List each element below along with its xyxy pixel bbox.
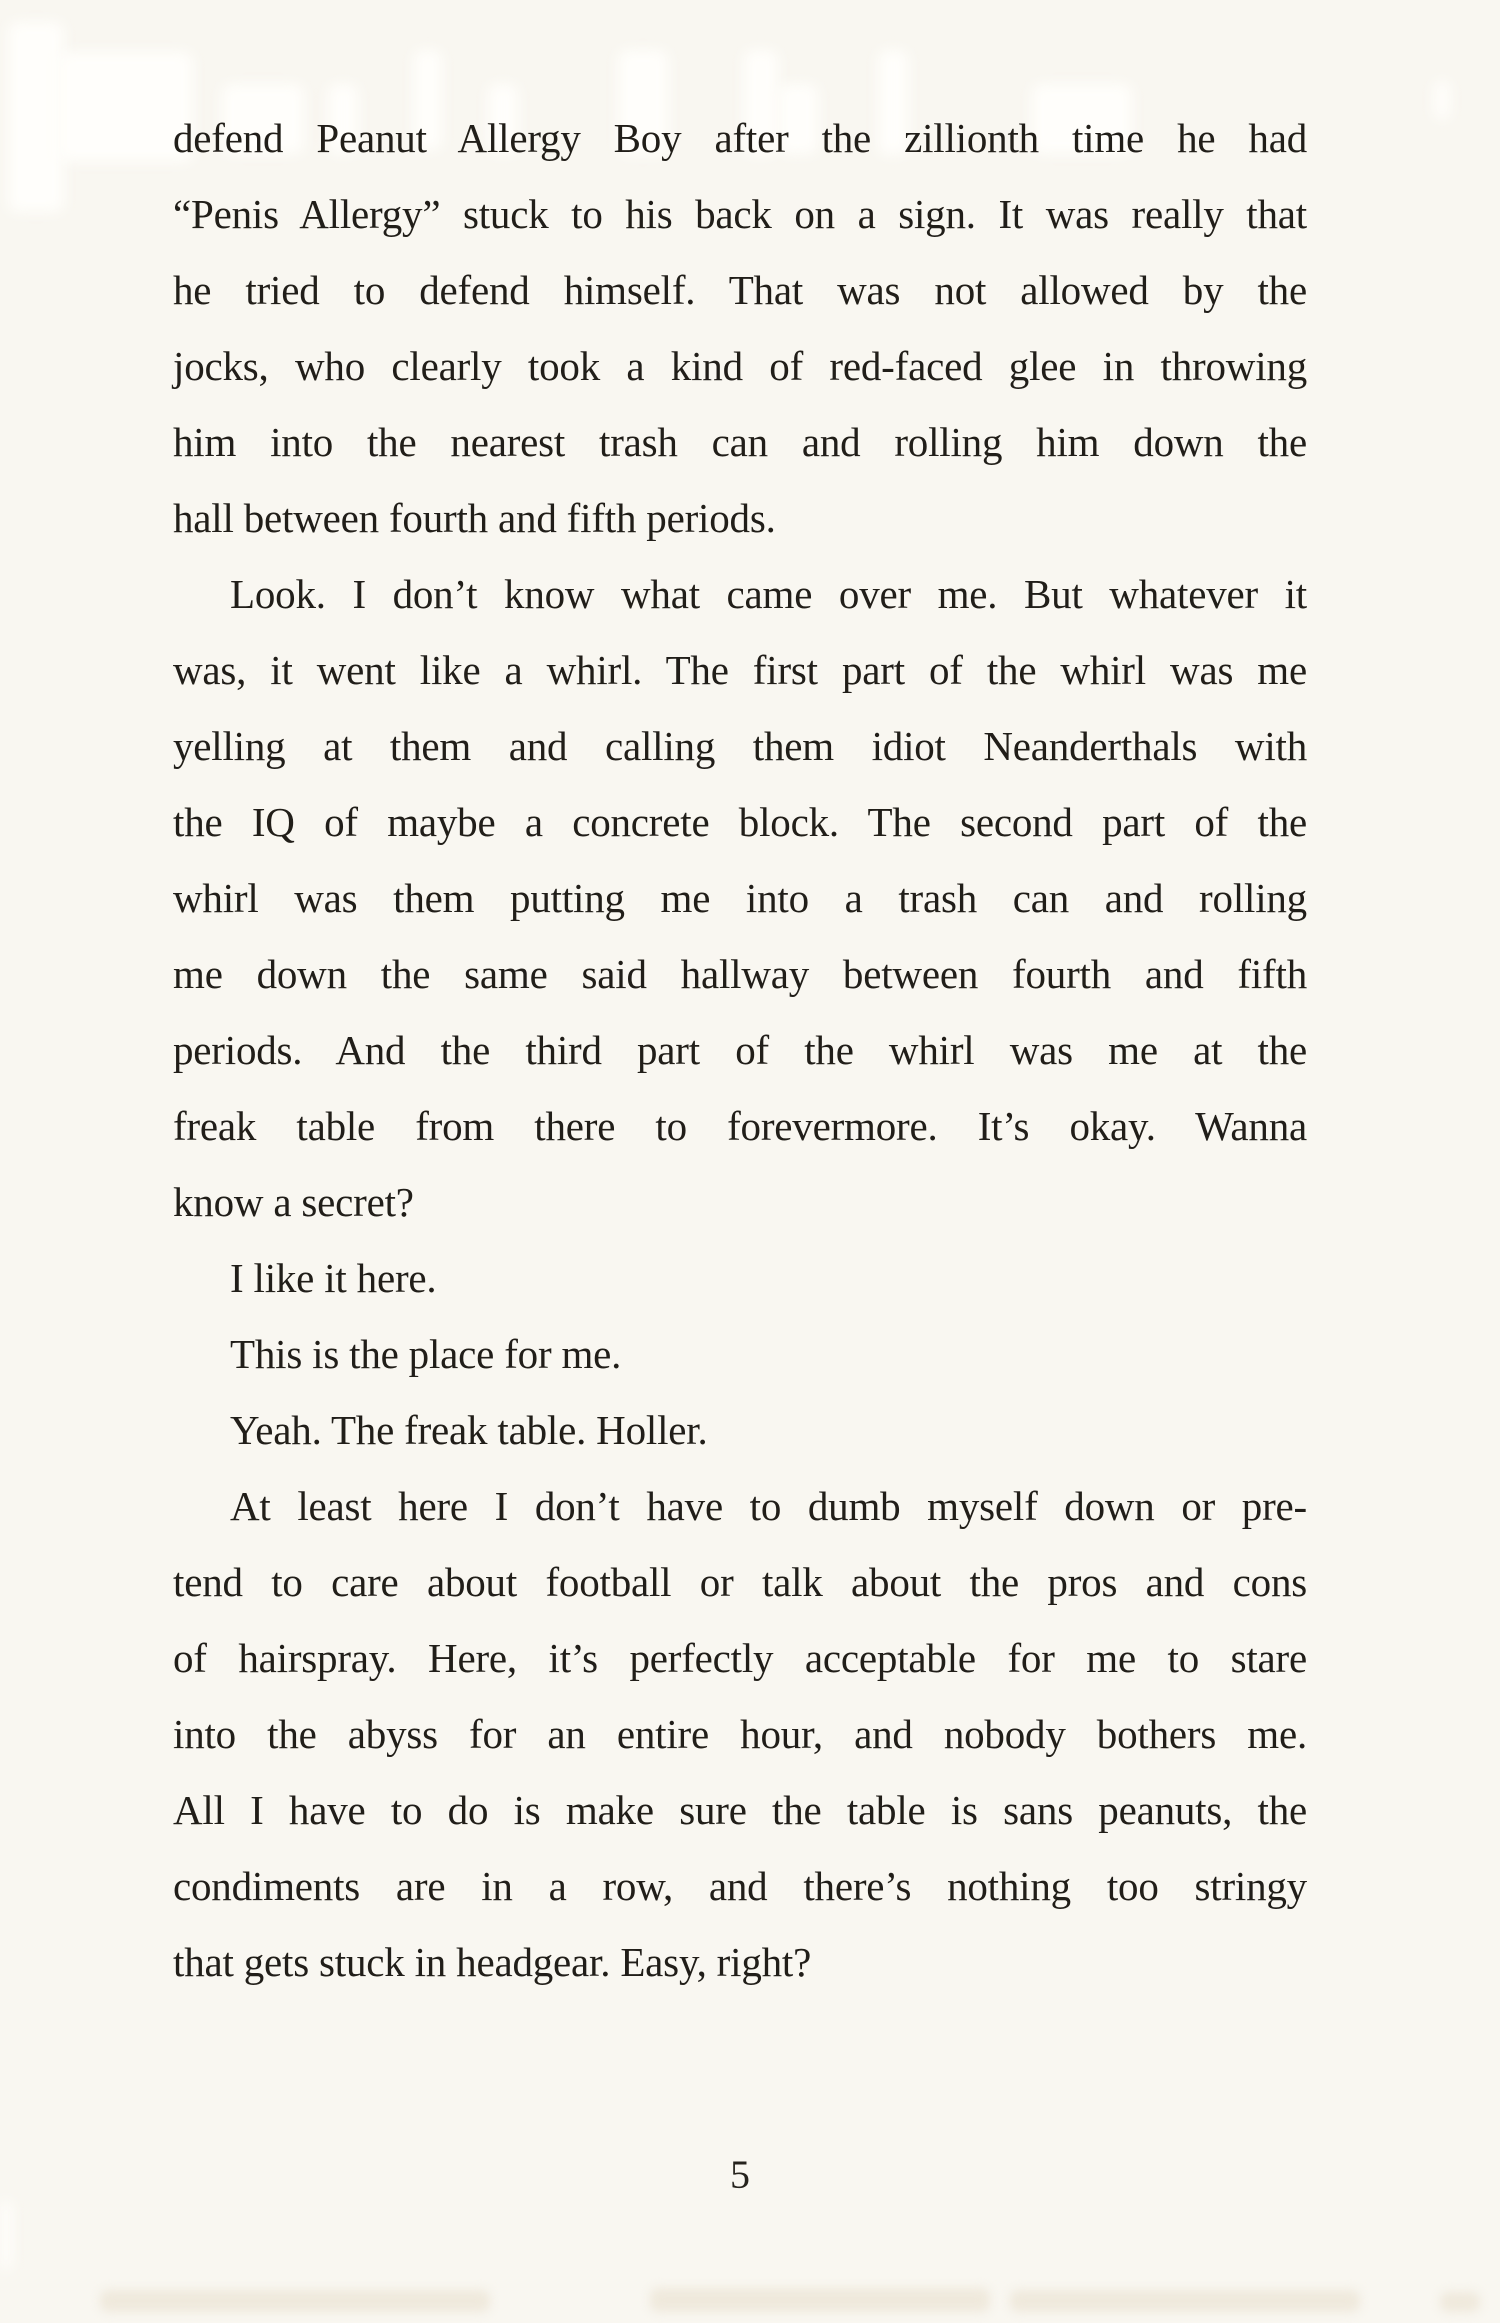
text-line: hall between fourth and fifth periods. [173, 495, 776, 541]
text-line: of hairspray. Here, it’s perfectly acceptable for me to stare [173, 1635, 1307, 1681]
text-line: that gets stuck in headgear. Easy, right? [173, 1939, 812, 1985]
text-line: jocks, who clearly took a kind of red-faced glee in throwing [173, 343, 1307, 389]
page-text [173, 100, 1307, 2000]
text-line: All I have to do is make sure the table is sans peanuts, the [173, 1787, 1307, 1833]
text-line: into the abyss for an entire hour, and nobody bothers me. [173, 1711, 1307, 1757]
text-line: whirl was them putting me into a trash can and rolling [173, 875, 1307, 921]
paragraph [173, 1392, 1307, 1468]
text-line: At least here I don’t have to dumb myself down or pre- [230, 1483, 1307, 1529]
text-line: him into the nearest trash can and rolling him down the [173, 419, 1307, 465]
text-line: This is the place for me. [230, 1331, 622, 1377]
scan-artifact [1440, 2292, 1480, 2312]
scan-artifact [8, 22, 64, 212]
paragraph [173, 1316, 1307, 1392]
text-line: I like it here. [230, 1255, 437, 1301]
scan-artifact [1010, 2290, 1360, 2312]
text-line: freak table from there to forevermore. It’s okay. Wanna [173, 1103, 1307, 1149]
scan-artifact [650, 2288, 990, 2312]
text-line: Yeah. The freak table. Holler. [230, 1407, 708, 1453]
page-number: 5 [730, 2152, 750, 2197]
text-line: condiments are in a row, and there’s nothing too stringy [173, 1863, 1307, 1909]
text-line: periods. And the third part of the whirl was me at the [173, 1027, 1307, 1073]
text-line: me down the same said hallway between fourth and fifth [173, 951, 1307, 997]
text-line: tend to care about football or talk about the pros and cons [173, 1559, 1307, 1605]
paragraph [173, 556, 1307, 1240]
text-line: Look. I don’t know what came over me. But whatever it [230, 571, 1307, 617]
text-line: the IQ of maybe a concrete block. The second part of the [173, 799, 1307, 845]
text-line: yelling at them and calling them idiot Neanderthals with [173, 723, 1307, 769]
text-line: was, it went like a whirl. The first part of the whirl was me [173, 647, 1307, 693]
paragraph [173, 1468, 1307, 2000]
scan-artifact [1434, 80, 1450, 120]
text-line: defend Peanut Allergy Boy after the zillionth time he had [173, 115, 1307, 161]
text-line: know a secret? [173, 1179, 414, 1225]
scan-artifact [100, 2290, 490, 2312]
text-line: he tried to defend himself. That was not allowed by the [173, 267, 1307, 313]
paragraph [173, 100, 1307, 556]
scan-artifact [0, 2200, 12, 2270]
paragraph [173, 1240, 1307, 1316]
text-line: “Penis Allergy” stuck to his back on a sign. It was really that [173, 191, 1307, 237]
